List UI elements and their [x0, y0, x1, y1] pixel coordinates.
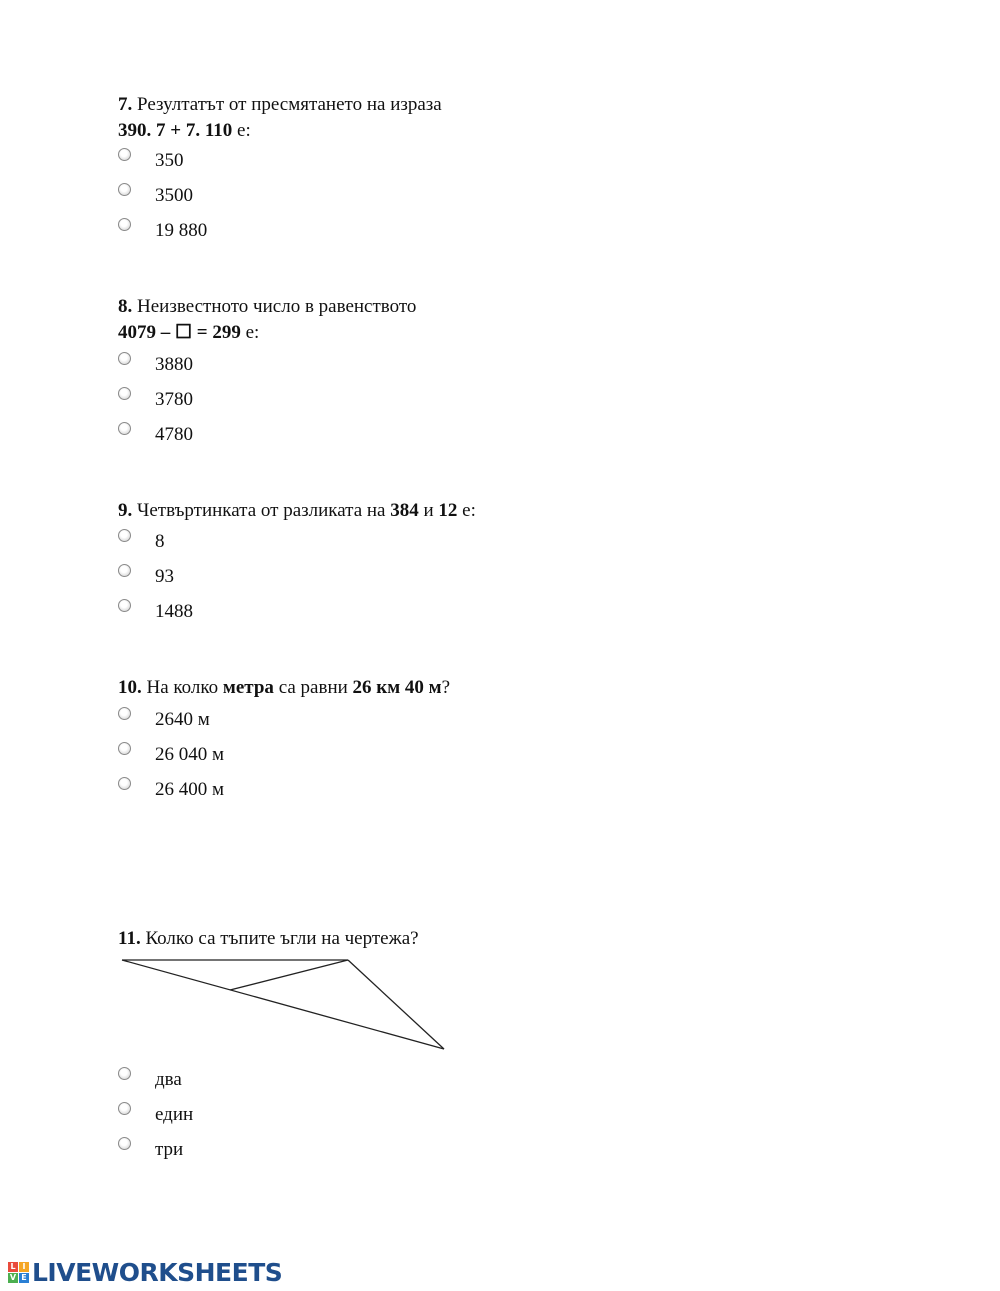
radio-button[interactable] [118, 707, 131, 720]
brand-name: LIVEWORKSHEETS [32, 1258, 283, 1287]
radio-button[interactable] [118, 183, 131, 196]
question-7-text: 7. Резултатът от пресмятането на израза [118, 94, 442, 115]
logo-letter: V [9, 1273, 17, 1282]
logo-letter: I [19, 1262, 29, 1272]
radio-button[interactable] [118, 387, 131, 400]
logo-icon [8, 1262, 29, 1283]
question-11 [118, 926, 419, 952]
triangle-drawing [118, 952, 458, 1062]
radio-button[interactable] [118, 1137, 131, 1150]
logo-letter: L [8, 1262, 18, 1272]
liveworksheets-logo [8, 1258, 282, 1287]
question-10 [118, 675, 450, 701]
radio-button[interactable] [118, 352, 131, 365]
question-7-expression: 390. 7 + 7. 110 е: [118, 120, 251, 141]
question-9-text: 9. Четвъртинката от разликата на 384 и 12 е: [118, 500, 476, 521]
radio-button[interactable] [118, 742, 131, 755]
radio-button[interactable] [118, 1102, 131, 1115]
drawing-inner-segment [230, 960, 348, 990]
radio-button[interactable] [118, 218, 131, 231]
question-9 [118, 498, 476, 524]
question-10-text: 10. На колко метра са равни 26 км 40 м? [118, 677, 451, 698]
question-7 [118, 92, 442, 144]
radio-button[interactable] [118, 1067, 131, 1080]
question-8 [118, 294, 416, 346]
question-8-equation: 4079 – ☐ = 299 е: [118, 322, 260, 343]
radio-button[interactable] [118, 529, 131, 542]
question-11-text: 11. Колко са тъпите ъгли на чертежа? [118, 928, 419, 949]
radio-button[interactable] [118, 599, 131, 612]
logo-letter: E [19, 1273, 29, 1283]
question-8-text: 8. Неизвестното число в равенството [118, 296, 417, 317]
radio-button[interactable] [118, 564, 131, 577]
radio-button[interactable] [118, 148, 131, 161]
radio-button[interactable] [118, 777, 131, 790]
radio-button[interactable] [118, 422, 131, 435]
